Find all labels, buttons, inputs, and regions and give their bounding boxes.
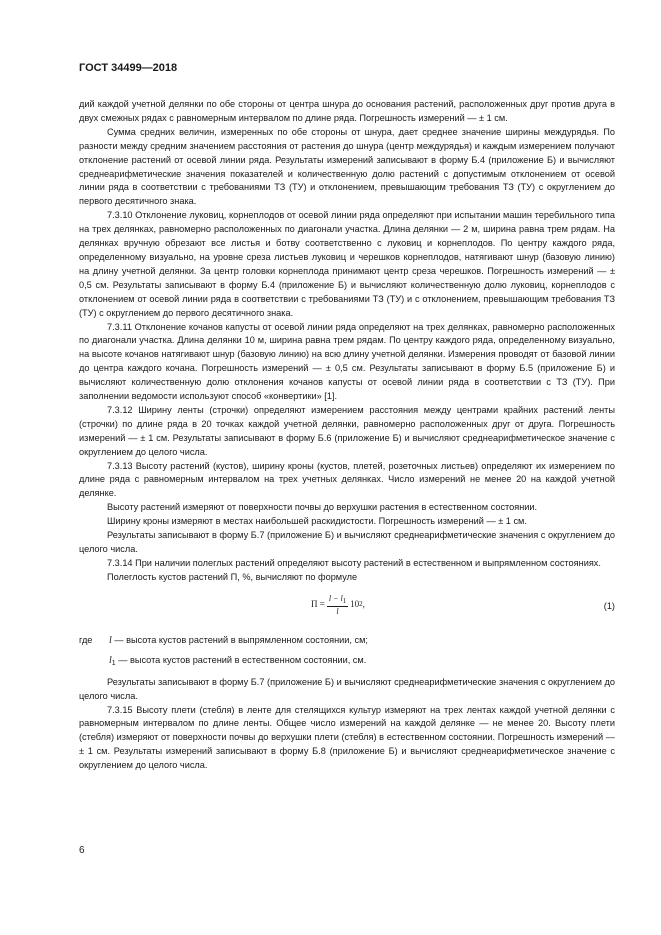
equation-number: (1)	[603, 600, 615, 611]
paragraph-7-3-12: 7.3.12 Ширину ленты (строчки) определяют измерением расстояния между центрами крайних растений ленты (строчки) по длине ряда в 20 точках каждой учетной делянки, равномерно расположенных друг от друга. Погрешность измерений — ± 1 см. Результаты записывают в форму Б.6 (приложение Б) и вычисляют среднеарифметическое значение с округлением до целого числа.	[79, 404, 615, 457]
where-description: — высота кустов растений в естественном состоянии, см.	[115, 654, 367, 665]
formula-factor: 10	[350, 599, 360, 610]
paragraph: Высоту растений измеряют от поверхности почвы до верхушки растения в естественном состоянии.	[107, 502, 538, 513]
paragraph-7-3-11: 7.3.11 Отклонение кочанов капусты от осевой линии ряда определяют на трех делянках, равномерно расположенных по диагонали участка. Длина делянки 10 м, ширина равна трем рядам. По центру каждого ряда, определенному визуально, на высоте кочанов натягивают шнур (базовую линию) на всю длину учетной делянки. Измерения проводят от базовой линии до центра каждого кочана. Погрешность измерений — ± 0,5 см. Результаты записывают в форму Б.5 (приложение Б) и вычисляют количественную долю отклонения кочанов капусты от осевой линии ряда в соответствии с ТЗ (ТУ). При заполнении ведомости используют способ «конвертики» [1].	[79, 321, 615, 402]
paragraph: Полеглость кустов растений П, %, вычисляют по формуле	[107, 571, 358, 582]
formula-numerator-subscript: 1	[342, 596, 347, 605]
paragraph-7-3-14: 7.3.14 При наличии полеглых растений определяют высоту растений в естественном и выпрямленном состояниях.	[107, 557, 601, 568]
where-line-2	[79, 652, 615, 676]
formula-fraction	[327, 594, 348, 617]
paragraph: дий каждой учетной делянки по обе стороны от центра шнура до основания растений, расположенных друг против друга в двух смежных рядах с равномерным интервалом по длине ряда. Погрешность измерений — ± 1 см.	[79, 99, 615, 123]
paragraph-7-3-15: 7.3.15 Высоту плети (стебля) в ленте для стелящихся культур измеряют на трех лентах каждой учетной делянки с равномерным интервалом по длине ленты. Общее число измерений на каждой делянке — не менее 20. Высоту плети (стебля) измеряют от поверхности почвы до верхушки плети (стебля) в естественном состоянии. Погрешность измерений — ± 1 см. Результаты измерений записывают в форму Б.8 (приложение Б) и вычисляют среднеарифметическое значение с округлением до целого числа.	[79, 704, 615, 771]
document-body	[79, 98, 615, 773]
page-number: 6	[79, 845, 85, 856]
paragraph: Сумма средних величин, измеренных по обе стороны от шнура, дает среднее значение ширины междурядья. По разности между средним значением расстояния от растения до шнура (центр междурядья) и каждым измерением получают отклонение растений от осевой линии ряда. Результаты измерений записывают в форму Б.4 (приложение Б) и вычисляют среднеарифметические значения показателей и количественную долю растений с допустимым отклонением от осевой линии ряда в соответствии с требованиями ТЗ (ТУ) и отклонением, превышающим требования ТЗ (ТУ) с округлением до первого десятичного знака.	[79, 126, 615, 207]
paragraph: Результаты записывают в форму Б.7 (приложение Б) и вычисляют среднеарифметические значения с округлением до целого числа.	[79, 676, 615, 701]
formula-lhs: П =	[311, 599, 325, 610]
formula	[311, 594, 365, 617]
formula-numerator: l − l1	[328, 593, 347, 605]
paragraph: Ширину кроны измеряют в местах наибольшей раскидистости. Погрешность измерений — ± 1 см.	[107, 516, 527, 527]
formula-denominator: l	[336, 606, 339, 616]
where-symbol-subscript: 1	[111, 659, 116, 667]
paragraph-7-3-13: 7.3.13 Высоту растений (кустов), ширину кроны (кустов, плетей, розеточных листьев) определяют их измерением по длине ряда с равномерным интервалом на трех учетных делянках. Число измерений не менее 20 на каждой учетной делянке.	[79, 460, 615, 499]
where-description: — высота кустов растений в выпрямленном состоянии, см;	[111, 634, 368, 645]
paragraph-7-3-10: 7.3.10 Отклонение луковиц, корнеплодов от осевой линии ряда определяют при испытании машин теребильного типа на трех делянках, равномерно расположенных по диагонали участка. Длина делянки — 2 м, ширина равна трем рядам. На делянках вручную обрезают все листья и ботву соответственно с луковиц и корнеплодов. По центру каждого ряда, определенному визуально, на уровне среза листьев луковиц и черешков корнеплодов, натягивают шнур (базовую линию) на длину учетной делянки. За центр головки корнеплода принимают центр среза черешков. Погрешность измерений — ± 0,5 см. Результаты записывают в форму Б.4 (приложение Б) и вычисляют количественную долю луковиц, корнеплодов с отклонением от осевой линии ряда в соответствии с требованиями ТЗ (ТУ) и с отклонением, превышающим требования ТЗ (ТУ) с округлением до первого десятичного знака.	[79, 210, 615, 318]
document-header: ГОСТ 34499—2018	[79, 62, 178, 74]
formula-exponent: 2	[359, 600, 363, 609]
where-symbol: l	[109, 654, 112, 666]
where-line-1	[79, 630, 615, 652]
formula-tail: ,	[362, 599, 365, 610]
formula-block	[79, 588, 615, 626]
paragraph: Результаты записывают в форму Б.7 (приложение Б) и вычисляют среднеарифметические значения с округлением до целого числа.	[79, 530, 615, 554]
where-label: где	[79, 634, 93, 645]
where-symbol: l	[109, 634, 112, 646]
